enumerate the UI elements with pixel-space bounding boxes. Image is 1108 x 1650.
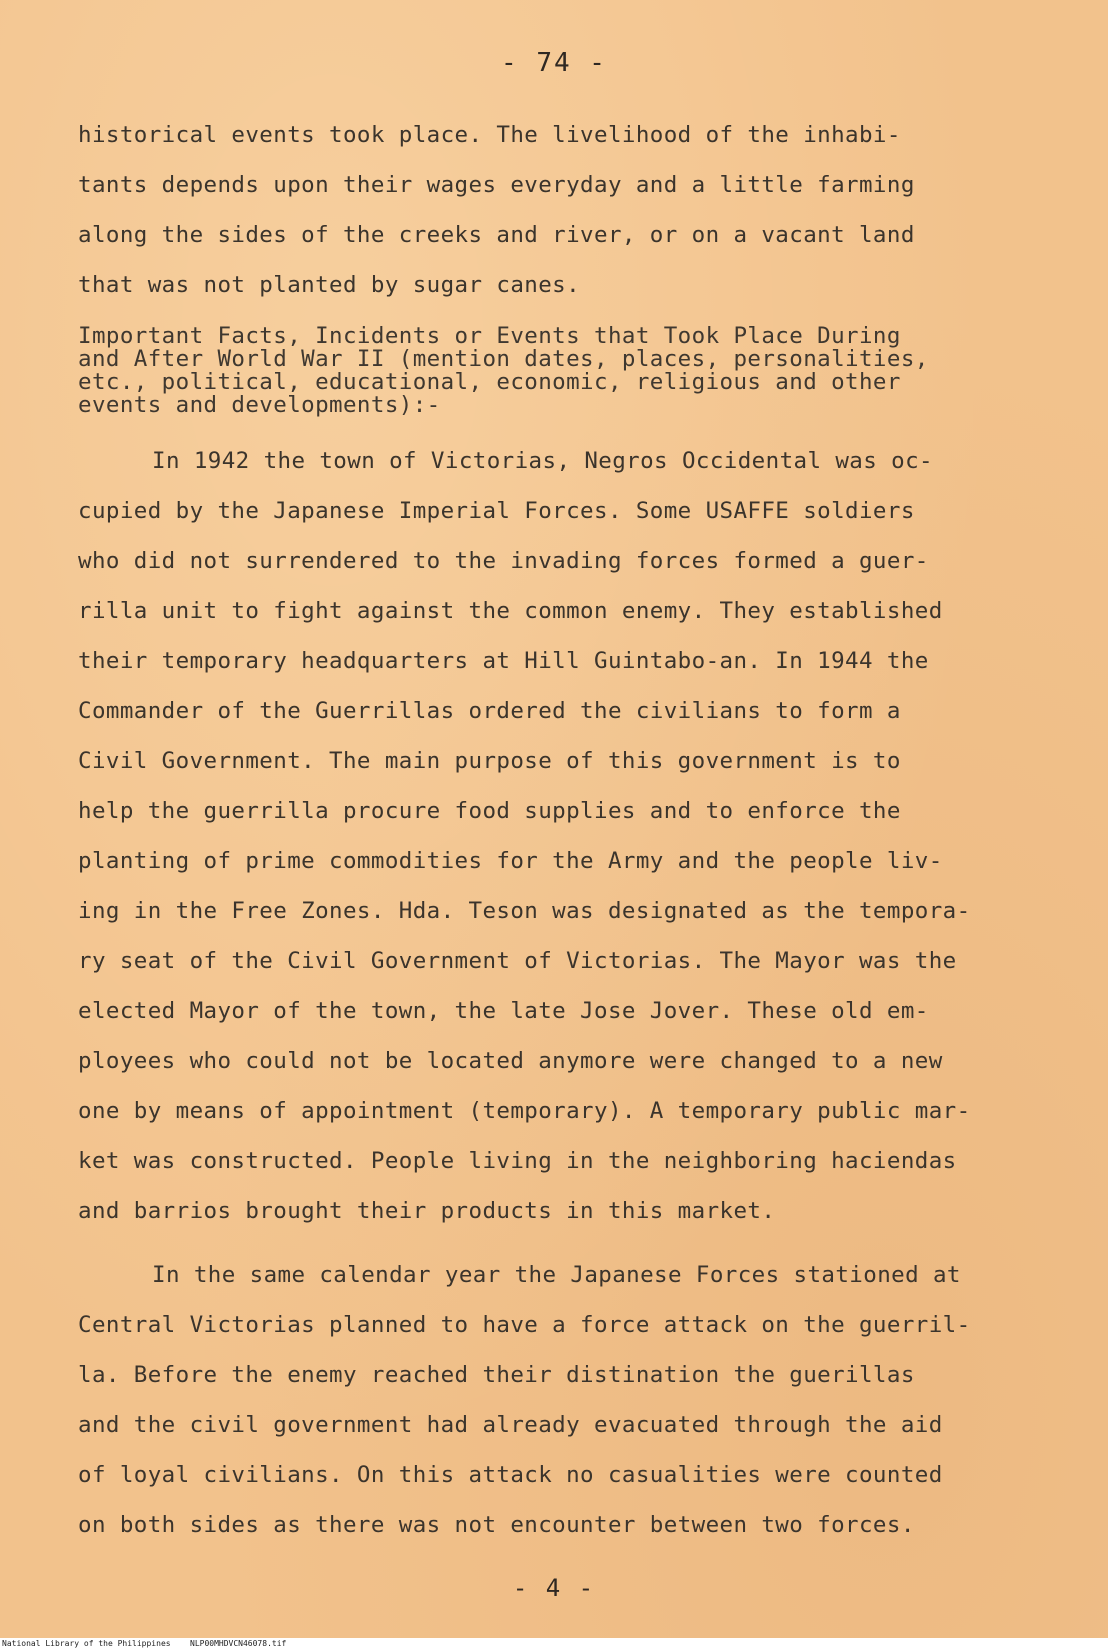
archive-footer-strip (0, 1638, 1108, 1650)
library-credit: National Library of the Philippines (2, 1639, 171, 1648)
heading-line: etc., political, educational, economic, religious and other (78, 369, 901, 395)
text-line: on both sides as there was not encounter between two forces. (78, 1512, 915, 1538)
text-line: In the same calendar year the Japanese Forces stationed at (152, 1262, 961, 1288)
text-line: ry seat of the Civil Government of Victorias. The Mayor was the (78, 948, 957, 974)
page-number-bottom: - 4 - (512, 1574, 596, 1602)
text-line: that was not planted by sugar canes. (78, 272, 581, 298)
text-line: and barrios brought their products in this market. (78, 1198, 776, 1224)
heading-line: and After World War II (mention dates, places, personalities, (78, 346, 929, 372)
text-line: planting of prime commodities for the Army and the people liv- (78, 848, 943, 874)
text-line: elected Mayor of the town, the late Jose Jover. These old em- (78, 998, 929, 1024)
heading-line: events and developments):- (78, 392, 441, 418)
text-line: Commander of the Guerrillas ordered the civilians to form a (78, 698, 901, 724)
text-line: cupied by the Japanese Imperial Forces. Some USAFFE soldiers (78, 498, 915, 524)
text-line: In 1942 the town of Victorias, Negros Occidental was oc- (152, 448, 933, 474)
heading-line: Important Facts, Incidents or Events that Took Place During (78, 323, 901, 349)
text-line: their temporary headquarters at Hill Guintabo-an. In 1944 the (78, 648, 929, 674)
text-line: one by means of appointment (temporary). A temporary public mar- (78, 1098, 971, 1124)
text-line: along the sides of the creeks and river, or on a vacant land (78, 222, 915, 248)
text-line: ket was constructed. People living in the neighboring haciendas (78, 1148, 957, 1174)
text-line: tants depends upon their wages everyday and a little farming (78, 172, 915, 198)
file-name: NLP00MHDVCN46078.tif (190, 1639, 287, 1648)
text-line: ing in the Free Zones. Hda. Teson was designated as the tempora- (78, 898, 971, 924)
text-line: historical events took place. The livelihood of the inhabi- (78, 122, 901, 148)
text-line: ployees who could not be located anymore were changed to a new (78, 1048, 943, 1074)
text-line: rilla unit to fight against the common enemy. They established (78, 598, 943, 624)
text-line: Civil Government. The main purpose of this government is to (78, 748, 901, 774)
text-line: who did not surrendered to the invading forces formed a guer- (78, 548, 929, 574)
text-line: Central Victorias planned to have a force attack on the guerril- (78, 1312, 971, 1338)
text-line: of loyal civilians. On this attack no casualities were counted (78, 1462, 943, 1488)
text-line: and the civil government had already evacuated through the aid (78, 1412, 943, 1438)
page-number-top: - 74 - (501, 48, 607, 78)
text-line: la. Before the enemy reached their distination the guerillas (78, 1362, 915, 1388)
text-line: help the guerrilla procure food supplies and to enforce the (78, 798, 901, 824)
